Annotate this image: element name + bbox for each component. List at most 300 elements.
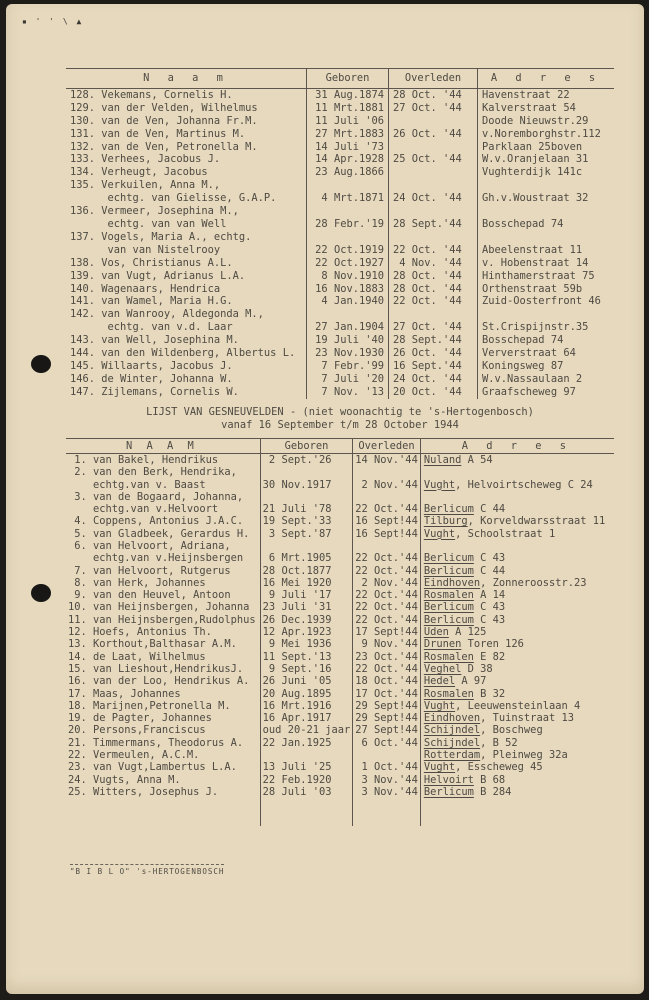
table-row bbox=[66, 749, 614, 761]
name-cell: echtg.van v. Baast bbox=[68, 478, 206, 491]
born-cell: 7 Febr.'99 bbox=[307, 360, 389, 373]
born-cell: 23 Aug.1866 bbox=[307, 166, 389, 179]
street-address: , B 52 bbox=[480, 736, 518, 749]
punch-hole bbox=[31, 355, 51, 373]
street-address: D 38 bbox=[461, 662, 493, 675]
died-cell: 18 Oct.'44 bbox=[353, 675, 421, 687]
address-cell: W.v.Oranjelaan 31 bbox=[478, 153, 615, 166]
street-address: A 14 bbox=[473, 589, 506, 602]
address-cell bbox=[420, 638, 614, 650]
table-row bbox=[66, 231, 614, 244]
table-row bbox=[66, 295, 614, 308]
place-name: Uden bbox=[423, 626, 449, 639]
table-row bbox=[66, 373, 614, 386]
place-name: Berlicum bbox=[423, 785, 474, 798]
address-cell bbox=[420, 774, 614, 786]
name-cell: echtg. van v.d. Laar bbox=[70, 321, 233, 334]
born-cell: 4 Mrt.1871 bbox=[307, 192, 389, 205]
street-address: A 54 bbox=[461, 453, 493, 466]
born-cell: 23 Nov.1930 bbox=[307, 347, 389, 360]
table-row bbox=[66, 218, 614, 231]
place-name: Eindhoven bbox=[423, 576, 481, 589]
born-cell bbox=[307, 205, 389, 218]
place-name: Hedel bbox=[423, 675, 456, 688]
punch-hole bbox=[31, 584, 51, 602]
died-cell bbox=[389, 141, 478, 154]
died-cell: 6 Oct.'44 bbox=[353, 737, 421, 749]
name-cell: 142. van Wanrooy, Aldegonda M., bbox=[70, 308, 264, 321]
name-cell: echtg.van v.Helvoort bbox=[68, 503, 219, 516]
born-cell: 28 Juli '03 bbox=[260, 786, 353, 798]
place-name: Nuland bbox=[423, 453, 462, 466]
name-cell: 3. van de Bogaard, Johanna, bbox=[68, 490, 244, 503]
place-name: Rotterdam bbox=[423, 749, 481, 762]
died-cell: 28 Oct. '44 bbox=[389, 88, 478, 101]
empty-cell bbox=[420, 798, 614, 826]
street-address: , Zonneroosstr.23 bbox=[480, 576, 587, 589]
born-cell: 16 Nov.1883 bbox=[307, 283, 389, 296]
table-row bbox=[66, 724, 614, 736]
address-cell bbox=[420, 528, 614, 540]
header-name: N a a m bbox=[66, 69, 307, 89]
corner-mark: ▪ ' ' \ ▲ bbox=[22, 17, 84, 26]
table-row bbox=[66, 515, 614, 527]
died-cell bbox=[389, 308, 478, 321]
table-row bbox=[66, 626, 614, 638]
name-cell: 23. van Vugt,Lambertus L.A. bbox=[68, 761, 237, 774]
died-cell: 4 Nov. '44 bbox=[389, 257, 478, 270]
street-address: , Helvoirtscheweg C 24 bbox=[455, 478, 593, 491]
died-cell bbox=[353, 540, 421, 552]
born-cell bbox=[307, 308, 389, 321]
street-address: C 43 bbox=[473, 552, 506, 565]
street-address: B 68 bbox=[473, 773, 506, 786]
table-row bbox=[66, 102, 614, 115]
address-cell bbox=[478, 231, 615, 244]
born-cell: 13 Juli '25 bbox=[260, 761, 353, 773]
died-cell: 28 Oct. '44 bbox=[389, 283, 478, 296]
address-cell bbox=[420, 577, 614, 589]
name-cell: 143. van Well, Josephina M. bbox=[70, 334, 239, 347]
died-cell: 14 Nov.'44 bbox=[353, 453, 421, 466]
address-cell: Bosschepad 74 bbox=[478, 334, 615, 347]
table-trailing-space bbox=[66, 798, 614, 826]
name-cell: 1. van Bakel, Hendrikus bbox=[68, 453, 219, 466]
street-address: Toren 126 bbox=[461, 638, 524, 651]
table-row bbox=[66, 589, 614, 601]
died-cell: 17 Sept!44 bbox=[353, 626, 421, 638]
address-cell: St.Crispijnstr.35 bbox=[478, 321, 615, 334]
table-row bbox=[66, 205, 614, 218]
table-row bbox=[66, 192, 614, 205]
address-cell bbox=[420, 688, 614, 700]
died-cell: 3 Nov.'44 bbox=[353, 786, 421, 798]
table-row bbox=[66, 565, 614, 577]
street-address: A 97 bbox=[455, 675, 487, 688]
name-cell: 7. van Helvoort, Rutgerus bbox=[68, 564, 231, 577]
name-cell: 2. van den Berk, Hendrika, bbox=[68, 466, 237, 479]
born-cell bbox=[260, 491, 353, 503]
name-cell: 146. de Winter, Johanna W. bbox=[70, 372, 233, 385]
address-cell: Havenstraat 22 bbox=[478, 88, 615, 101]
street-address: E 82 bbox=[473, 650, 506, 663]
address-cell bbox=[478, 179, 615, 192]
born-cell: 9 Juli '17 bbox=[260, 589, 353, 601]
born-cell: 16 Mei 1920 bbox=[260, 577, 353, 589]
died-cell: 22 Oct.'44 bbox=[353, 589, 421, 601]
street-address: , Boschweg bbox=[480, 724, 543, 737]
name-cell: 14. de Laat, Wilhelmus bbox=[68, 650, 206, 663]
name-cell: 141. van Wamel, Maria H.G. bbox=[70, 295, 233, 308]
table-row bbox=[66, 360, 614, 373]
address-cell: Bosschepad 74 bbox=[478, 218, 615, 231]
name-cell: 5. van Gladbeek, Gerardus H. bbox=[68, 527, 250, 540]
table-row bbox=[66, 466, 614, 478]
name-cell: 4. Coppens, Antonius J.A.C. bbox=[68, 515, 244, 528]
table-row bbox=[66, 712, 614, 724]
name-cell: 18. Marijnen,Petronella M. bbox=[68, 699, 231, 712]
place-name: Helvoirt bbox=[423, 773, 474, 786]
born-cell: 7 Juli '20 bbox=[307, 373, 389, 386]
table-row bbox=[66, 761, 614, 773]
table-row bbox=[66, 244, 614, 257]
born-cell bbox=[260, 749, 353, 761]
address-cell bbox=[420, 466, 614, 478]
died-cell: 22 Oct.'44 bbox=[353, 503, 421, 515]
fallen-list-table bbox=[66, 438, 614, 826]
born-cell: 2 Sept.'26 bbox=[260, 453, 353, 466]
died-cell bbox=[389, 179, 478, 192]
address-cell bbox=[420, 675, 614, 687]
table-row bbox=[66, 577, 614, 589]
street-address: C 44 bbox=[473, 564, 506, 577]
name-cell: 136. Vermeer, Josephina M., bbox=[70, 205, 239, 218]
address-cell: Graafscheweg 97 bbox=[478, 386, 615, 399]
table-header-row bbox=[66, 439, 614, 454]
died-cell: 27 Oct. '44 bbox=[389, 102, 478, 115]
born-cell: 22 Jan.1925 bbox=[260, 737, 353, 749]
address-cell: Ververstraat 64 bbox=[478, 347, 615, 360]
street-address: , Tuinstraat 13 bbox=[480, 712, 574, 725]
table-row bbox=[66, 491, 614, 503]
died-cell bbox=[389, 166, 478, 179]
table-row bbox=[66, 128, 614, 141]
address-cell: Hinthamerstraat 75 bbox=[478, 270, 615, 283]
table-row bbox=[66, 453, 614, 466]
name-cell: echtg. van Gielisse, G.A.P. bbox=[70, 192, 277, 205]
name-cell: 131. van de Ven, Martinus M. bbox=[70, 127, 246, 140]
address-cell bbox=[420, 515, 614, 527]
address-cell: Zuid-Oosterfront 46 bbox=[478, 295, 615, 308]
place-name: Berlicum bbox=[423, 601, 474, 614]
table-row bbox=[66, 88, 614, 101]
table-row bbox=[66, 334, 614, 347]
place-name: Tilburg bbox=[423, 515, 468, 528]
address-cell bbox=[420, 749, 614, 761]
name-cell: 22. Vermeulen, A.C.M. bbox=[68, 749, 200, 762]
table-row bbox=[66, 308, 614, 321]
address-cell bbox=[420, 651, 614, 663]
street-address: , Schoolstraat 1 bbox=[455, 527, 556, 540]
died-cell: 22 Oct.'44 bbox=[353, 614, 421, 626]
died-cell: 23 Oct.'44 bbox=[353, 651, 421, 663]
name-cell: 132. van de Ven, Petronella M. bbox=[70, 140, 258, 153]
name-cell: 21. Timmermans, Theodorus A. bbox=[68, 736, 244, 749]
born-cell bbox=[260, 540, 353, 552]
name-cell: 129. van der Velden, Wilhelmus bbox=[70, 101, 258, 114]
name-cell: 17. Maas, Johannes bbox=[68, 687, 181, 700]
address-cell: Gh.v.Woustraat 32 bbox=[478, 192, 615, 205]
born-cell bbox=[307, 179, 389, 192]
died-cell bbox=[389, 231, 478, 244]
born-cell: 22 Feb.1920 bbox=[260, 774, 353, 786]
table-row bbox=[66, 663, 614, 675]
died-cell: 22 Oct.'44 bbox=[353, 565, 421, 577]
address-cell bbox=[478, 308, 615, 321]
died-cell: 20 Oct. '44 bbox=[389, 386, 478, 399]
born-cell: 14 Juli '73 bbox=[307, 141, 389, 154]
place-name: Drunen bbox=[423, 638, 462, 651]
table-row bbox=[66, 601, 614, 613]
died-cell: 26 Oct. '44 bbox=[389, 347, 478, 360]
born-cell: 9 Sept.'16 bbox=[260, 663, 353, 675]
place-name: Berlicum bbox=[423, 503, 474, 516]
address-cell: Parklaan 25boven bbox=[478, 141, 615, 154]
place-name: Rosmalen bbox=[423, 589, 474, 602]
born-cell: oud 20-21 jaar bbox=[260, 724, 353, 736]
header-address: A d r e s bbox=[478, 69, 615, 89]
born-cell: 16 Mrt.1916 bbox=[260, 700, 353, 712]
born-cell: 30 Nov.1917 bbox=[260, 479, 353, 491]
died-cell: 16 Sept!44 bbox=[353, 515, 421, 527]
name-cell: 144. van den Wildenberg, Albertus L. bbox=[70, 347, 296, 360]
address-cell bbox=[420, 540, 614, 552]
died-cell: 22 Oct.'44 bbox=[353, 552, 421, 564]
place-name: Schijndel bbox=[423, 724, 481, 737]
address-cell bbox=[420, 601, 614, 613]
table-row bbox=[66, 786, 614, 798]
document-page bbox=[6, 4, 644, 994]
place-name: Vught bbox=[423, 761, 456, 774]
name-cell: 140. Wagenaars, Hendrica bbox=[70, 282, 221, 295]
died-cell: 16 Sept.'44 bbox=[389, 360, 478, 373]
empty-cell bbox=[353, 798, 421, 826]
name-cell: echtg. van van Well bbox=[70, 217, 227, 230]
list-subtitle: vanaf 16 September t/m 28 October 1944 bbox=[221, 419, 459, 431]
address-cell: Koningsweg 87 bbox=[478, 360, 615, 373]
street-address: A 125 bbox=[448, 626, 487, 639]
street-address: , Pleinweg 32a bbox=[480, 749, 568, 762]
born-cell: 20 Aug.1895 bbox=[260, 688, 353, 700]
address-cell bbox=[420, 589, 614, 601]
died-cell: 24 Oct. '44 bbox=[389, 192, 478, 205]
table-row bbox=[66, 347, 614, 360]
table-row bbox=[66, 774, 614, 786]
table-row bbox=[66, 153, 614, 166]
died-cell: 22 Oct.'44 bbox=[353, 663, 421, 675]
table-row bbox=[66, 552, 614, 564]
name-cell: 133. Verhees, Jacobus J. bbox=[70, 153, 221, 166]
table-row bbox=[66, 638, 614, 650]
street-address: B 32 bbox=[473, 687, 506, 700]
name-cell: 10. van Heijnsbergen, Johanna bbox=[68, 601, 250, 614]
place-name: Rosmalen bbox=[423, 650, 474, 663]
header-address: A d r e s bbox=[420, 439, 614, 454]
name-cell: 16. van der Loo, Hendrikus A. bbox=[68, 675, 250, 688]
address-cell bbox=[420, 786, 614, 798]
born-cell: 8 Nov.1910 bbox=[307, 270, 389, 283]
address-cell bbox=[420, 479, 614, 491]
street-address: , Leeuwensteinlaan 4 bbox=[455, 699, 581, 712]
address-cell bbox=[420, 712, 614, 724]
name-cell: 147. Zijlemans, Cornelis W. bbox=[70, 385, 239, 398]
born-cell: 7 Nov. '13 bbox=[307, 386, 389, 399]
table-row bbox=[66, 651, 614, 663]
born-cell: 19 Sept.'33 bbox=[260, 515, 353, 527]
table-body bbox=[66, 453, 614, 826]
born-cell: 28 Oct.1877 bbox=[260, 565, 353, 577]
address-cell: W.v.Nassaulaan 2 bbox=[478, 373, 615, 386]
place-name: Berlicum bbox=[423, 552, 474, 565]
deceased-list-table bbox=[66, 68, 614, 399]
died-cell: 22 Oct. '44 bbox=[389, 295, 478, 308]
table-row bbox=[66, 257, 614, 270]
header-died: Overleden bbox=[389, 69, 478, 89]
table-header-row bbox=[66, 69, 614, 89]
address-cell: v. Hobenstraat 14 bbox=[478, 257, 615, 270]
name-cell: 11. van Heijnsbergen,Rudolphus bbox=[68, 613, 256, 626]
place-name: Vught bbox=[423, 478, 456, 491]
empty-cell bbox=[260, 798, 353, 826]
table-row bbox=[66, 166, 614, 179]
born-cell bbox=[307, 231, 389, 244]
address-cell bbox=[420, 453, 614, 466]
name-cell: 20. Persons,Franciscus bbox=[68, 724, 206, 737]
died-cell: 2 Nov.'44 bbox=[353, 577, 421, 589]
born-cell: 26 Juni '05 bbox=[260, 675, 353, 687]
born-cell: 22 Oct.1927 bbox=[307, 257, 389, 270]
place-name: Vught bbox=[423, 699, 456, 712]
born-cell: 21 Juli '78 bbox=[260, 503, 353, 515]
table-row bbox=[66, 141, 614, 154]
table-row bbox=[66, 503, 614, 515]
address-cell: v.Noremborghstr.112 bbox=[478, 128, 615, 141]
born-cell: 14 Apr.1928 bbox=[307, 153, 389, 166]
table-row bbox=[66, 528, 614, 540]
place-name: Veghel bbox=[423, 662, 462, 675]
name-cell: 130. van de Ven, Johanna Fr.M. bbox=[70, 114, 258, 127]
place-name: Vught bbox=[423, 527, 456, 540]
place-name: Schijndel bbox=[423, 736, 481, 749]
died-cell: 28 Sept.'44 bbox=[389, 218, 478, 231]
name-cell: 13. Korthout,Balthasar A.M. bbox=[68, 638, 237, 651]
street-address: C 43 bbox=[473, 613, 506, 626]
street-address: C 44 bbox=[473, 503, 506, 516]
died-cell: 2 Nov.'44 bbox=[353, 479, 421, 491]
died-cell bbox=[353, 491, 421, 503]
born-cell: 9 Mei 1936 bbox=[260, 638, 353, 650]
name-cell: 19. de Pagter, Johannes bbox=[68, 712, 212, 725]
born-cell: 12 Apr.1923 bbox=[260, 626, 353, 638]
died-cell: 29 Sept!44 bbox=[353, 700, 421, 712]
address-cell: Vughterdijk 141c bbox=[478, 166, 615, 179]
place-name: Berlicum bbox=[423, 613, 474, 626]
address-cell bbox=[420, 761, 614, 773]
address-cell bbox=[420, 737, 614, 749]
place-name: Rosmalen bbox=[423, 687, 474, 700]
header-name: N A A M bbox=[66, 439, 260, 454]
died-cell: 1 Oct.'44 bbox=[353, 761, 421, 773]
died-cell: 27 Sept!44 bbox=[353, 724, 421, 736]
born-cell: 16 Apr.1917 bbox=[260, 712, 353, 724]
died-cell: 28 Sept.'44 bbox=[389, 334, 478, 347]
list-title: LIJST VAN GESNEUVELDEN - (niet woonachtig te 's-Hertogenbosch) bbox=[146, 406, 534, 418]
table-row bbox=[66, 283, 614, 296]
table-row bbox=[66, 737, 614, 749]
address-cell bbox=[478, 205, 615, 218]
address-cell bbox=[420, 491, 614, 503]
address-cell bbox=[420, 552, 614, 564]
born-cell: 23 Juli '31 bbox=[260, 601, 353, 613]
header-born: Geboren bbox=[307, 69, 389, 89]
address-cell: Orthenstraat 59b bbox=[478, 283, 615, 296]
name-cell: 128. Vekemans, Cornelis H. bbox=[70, 88, 233, 101]
born-cell: 11 Juli '06 bbox=[307, 115, 389, 128]
street-address: , Korveldwarsstraat 11 bbox=[467, 515, 606, 528]
died-cell: 27 Oct. '44 bbox=[389, 321, 478, 334]
name-cell: 24. Vugts, Anna M. bbox=[68, 773, 181, 786]
name-cell: 138. Vos, Christianus A.L. bbox=[70, 256, 233, 269]
place-name: Eindhoven bbox=[423, 712, 481, 725]
born-cell: 3 Sept.'87 bbox=[260, 528, 353, 540]
empty-cell bbox=[66, 798, 260, 826]
street-address: B 284 bbox=[473, 785, 512, 798]
header-died: Overleden bbox=[353, 439, 421, 454]
died-cell bbox=[389, 205, 478, 218]
address-cell bbox=[420, 565, 614, 577]
born-cell: 28 Febr.'19 bbox=[307, 218, 389, 231]
name-cell: van van Nistelrooy bbox=[70, 243, 221, 256]
address-cell bbox=[420, 503, 614, 515]
table-row bbox=[66, 614, 614, 626]
died-cell: 16 Sept!44 bbox=[353, 528, 421, 540]
born-cell: 27 Mrt.1883 bbox=[307, 128, 389, 141]
table-row bbox=[66, 179, 614, 192]
address-cell bbox=[420, 663, 614, 675]
born-cell: 11 Mrt.1881 bbox=[307, 102, 389, 115]
died-cell: 25 Oct. '44 bbox=[389, 153, 478, 166]
table-row bbox=[66, 700, 614, 712]
died-cell bbox=[353, 466, 421, 478]
died-cell: 9 Nov.'44 bbox=[353, 638, 421, 650]
born-cell: 26 Dec.1939 bbox=[260, 614, 353, 626]
name-cell: 12. Hoefs, Antonius Th. bbox=[68, 626, 212, 639]
place-name: Berlicum bbox=[423, 564, 474, 577]
table-row bbox=[66, 479, 614, 491]
died-cell: 22 Oct. '44 bbox=[389, 244, 478, 257]
address-cell: Abeelenstraat 11 bbox=[478, 244, 615, 257]
street-address: C 43 bbox=[473, 601, 506, 614]
table-row bbox=[66, 675, 614, 687]
name-cell: 139. van Vugt, Adrianus L.A. bbox=[70, 269, 246, 282]
address-cell bbox=[420, 626, 614, 638]
publisher-footer: "B I B L O" 's-HERTOGENBOSCH bbox=[70, 864, 224, 876]
table-body bbox=[66, 88, 614, 398]
born-cell: 6 Mrt.1905 bbox=[260, 552, 353, 564]
table-row bbox=[66, 321, 614, 334]
header-born: Geboren bbox=[260, 439, 353, 454]
address-cell: Kalverstraat 54 bbox=[478, 102, 615, 115]
